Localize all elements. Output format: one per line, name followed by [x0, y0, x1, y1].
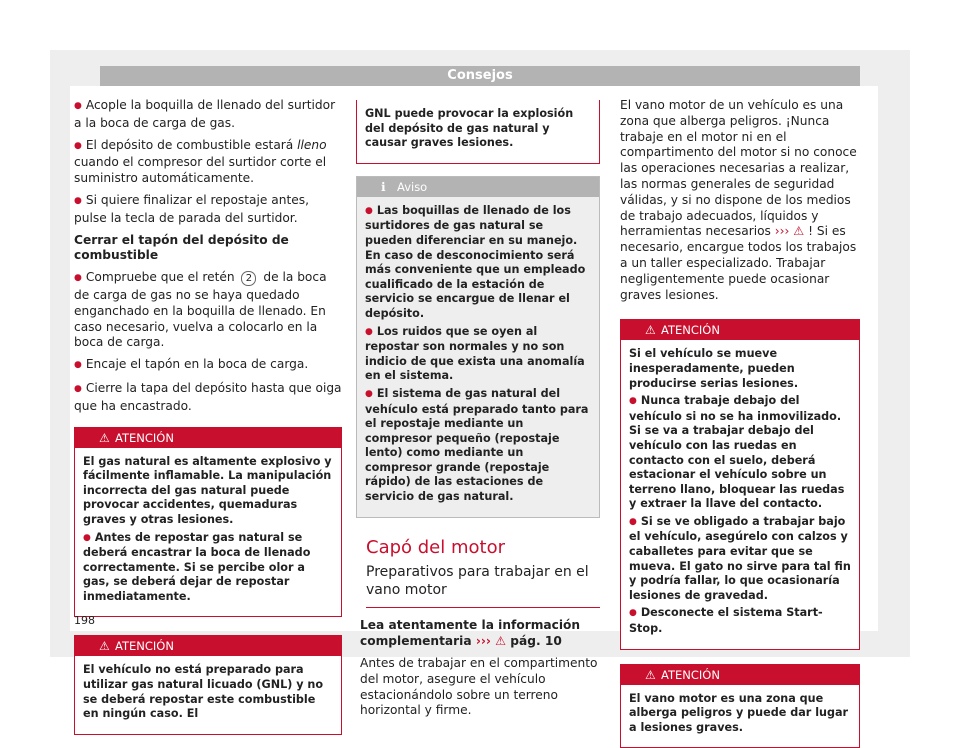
page-number: 198 [74, 614, 95, 627]
warning-title: ATENCIÓN [115, 430, 174, 445]
warning-text: El gas natural es altamente explosivo y fácilmente inflamable. La manipulación incorrecta del gas natural puede provocar accidentes, quemaduras graves y otras lesiones. [83, 454, 332, 526]
list-item: ● Acople la boquilla de llenado del surtidor a la boca de carga de gas. [74, 98, 342, 132]
warning-title: ATENCIÓN [661, 323, 720, 338]
note-title: Aviso [397, 179, 428, 194]
warning-box [620, 319, 860, 649]
column-2 [356, 100, 600, 725]
list-item: ● Cierre la tapa del depósito hasta que oiga que ha encastrado. [74, 381, 342, 415]
warning-box-continued [356, 100, 600, 164]
warning-title: ATENCIÓN [661, 667, 720, 682]
warning-item: ● Desconecte el sistema Start-Stop. [629, 606, 851, 636]
note-item: ● El sistema de gas natural del vehículo está preparado tanto para el repostaje mediante un compresor pequeño (repostaje lento) como mediante un compresor grande (repostaje rápido) de las estaciones de servicio de gas natural. [365, 387, 591, 505]
warning-item: ● Nunca trabaje debajo del vehículo si no se ha inmovilizado. Si se va a trabajar debajo del vehículo con las ruedas en contacto con el suelo, deberá estacionar el vehículo sobre un terreno llano, bloquear las ruedas y extraer la llave del contacto. [629, 394, 851, 512]
warning-text: Si el vehículo se mueve inesperadamente, pueden producirse serias lesiones. [629, 347, 799, 390]
warning-text: GNL puede provocar la explosión del depósito de gas natural y causar graves lesiones. [365, 107, 574, 150]
list-item: ● El depósito de combustible estará lleno cuando el compresor del surtidor corte el suministro automáticamente. [74, 138, 342, 187]
book-icon: ⚠ [490, 634, 507, 649]
paragraph: El vano motor de un vehículo es una zona que alberga peligros. ¡Nunca trabaje en el motor ni en el compartimento del motor si no conoce las operaciones necesarias a realizar, las normas generales de seguridad válidas, y si no dispone de los medios de trabajo adecuados, líquidos y herramientas necesarios ››› ⚠ ! Si es necesario, encargue todos los trabajos a un taller especializado. Trabajar negligentemente puede ocasionar graves lesiones. [620, 98, 857, 302]
column-3 [620, 98, 860, 748]
warning-box [74, 635, 342, 734]
section-heading: Cerrar el tapón del depósito de combustible [74, 232, 289, 263]
list-item: ● Si quiere finalizar el repostaje antes, pulse la tecla de parada del surtidor. [74, 193, 342, 227]
warning-title: ATENCIÓN [115, 639, 174, 654]
note-item: ● Los ruidos que se oyen al repostar son normales y no son indicio de que exista una anomalía en el sistema. [365, 325, 591, 384]
callout-number: 2 [241, 271, 256, 286]
section-title: Capó del motor [366, 536, 505, 558]
list-item: ● Compruebe que el retén 2 de la boca de carga de gas no se haya quedado enganchado en la boquilla de llenado. En caso necesario, vuelva a colocarlo en la boca de carga. [74, 270, 342, 351]
paragraph: Antes de trabajar en el compartimento del motor, asegure el vehículo estacionándolo sobre un terreno horizontal y firme. [360, 656, 598, 718]
lead-text: Lea atentamente la información complementaria ››› ⚠ pág. 10 [360, 618, 581, 649]
warning-icon: ⚠ [789, 224, 805, 239]
warning-text: El vano motor es una zona que alberga peligros y puede dar lugar a lesiones graves. [629, 691, 849, 734]
warning-icon: ⚠ [645, 323, 656, 338]
subsection-title: Preparativos para trabajar en el vano motor [366, 563, 600, 608]
info-icon: ℹ [381, 179, 386, 194]
warning-text: El vehículo no está preparado para utilizar gas natural licuado (GNL) y no se deberá repostar este combustible en ningún caso. El [83, 663, 324, 721]
page-header: Consejos [100, 66, 860, 86]
column-1 [74, 98, 342, 735]
warning-icon: ⚠ [645, 667, 656, 682]
reference-arrows: ››› [774, 224, 790, 239]
warning-icon: ⚠ [99, 639, 110, 654]
note-item: ● Las boquillas de llenado de los surtidores de gas natural se pueden diferenciar en su manejo. En caso de desconocimiento será más conveniente que un empleado cualificado de la estación de servicio se encargue de llenar el depósito. [365, 204, 591, 322]
warning-icon: ⚠ [99, 430, 110, 445]
warning-box [74, 427, 342, 618]
warning-box [620, 664, 860, 748]
reference-arrows: ››› [475, 634, 491, 649]
warning-item: ● Antes de repostar gas natural se deberá encastrar la boca de llenado correctamente. Si se percibe olor a gas, se deberá dejar de repostar inmediatamente. [83, 531, 333, 605]
note-box [356, 176, 600, 518]
list-item: ● Encaje el tapón en la boca de carga. [74, 357, 342, 375]
warning-item: ● Si se ve obligado a trabajar bajo el vehículo, asegúrelo con calzos y caballetes para evitar que se mueva. El gato no sirve para tal fin y podría fallar, lo que ocasionaría lesiones de gravedad. [629, 515, 851, 604]
